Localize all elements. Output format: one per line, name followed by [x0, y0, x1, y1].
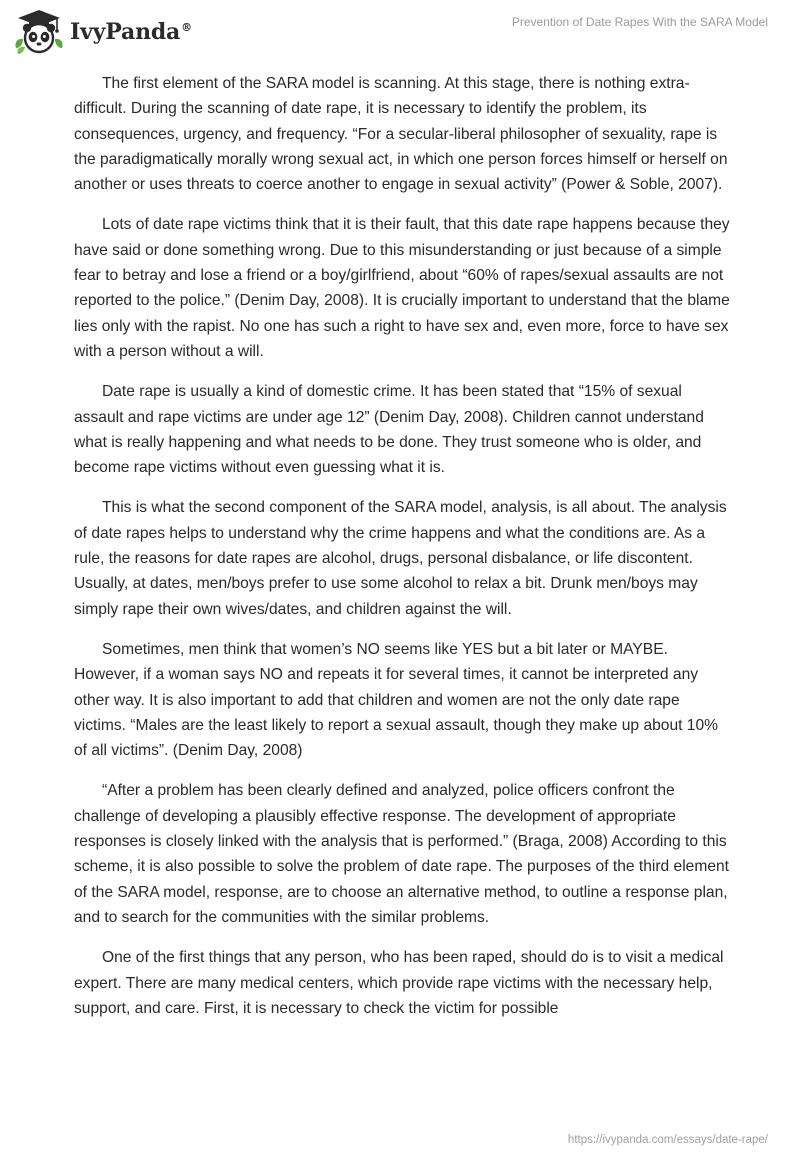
panda-graduate-icon — [12, 8, 66, 56]
paragraph: Sometimes, men think that women’s NO seems like YES but a bit later or MAYBE. However, if a woman says NO and repeats it for several times, it cannot be interpreted any other way. It is also important to add that children and women are not the only date rape victims. “Males are the least likely to report a sexual assault, though they make up about 10% of all victims”. (Denim Day, 2008) — [74, 640, 719, 760]
paragraph: One of the first things that any person, who has been raped, should do is to visit a medical expert. There are many medical centers, which provide rape victims with the necessary help, support, and care. First, it is necessary to check the victim for possible — [74, 949, 724, 1017]
paragraph: “After a problem has been clearly defined and analyzed, police officers confront the challenge of developing a plausibly effective response. The development of appropriate responses is closely linked with the analysis that is performed.” (Braga, 2008) According to this scheme, it is also possible to solve the problem of date rape. The purposes of the third element of the SARA model, response, are to choose an alternative method, to outline a response plan, and to search for the communities with the similar problems. — [74, 782, 730, 926]
paragraph: Lots of date rape victims think that it is their fault, that this date rape happens because they have said or done something wrong. Due to this misunderstanding or just because of a simple fear to betray and lose a friend or a boy/girlfriend, about “60% of rapes/sexual assaults are not reported to the police.” (Denim Day, 2008). It is crucially important to understand that the blame lies only with the rapist. No one has such a right to have sex and, even more, force to have sex with a person without a will. — [74, 216, 730, 360]
brand-name — [70, 19, 192, 45]
registered-mark: ® — [181, 20, 192, 34]
document-title: Prevention of Date Rapes With the SARA Model — [511, 15, 768, 29]
paragraph: The first element of the SARA model is scanning. At this stage, there is nothing extra-difficult. During the scanning of date rape, it is necessary to identify the problem, its consequences, urgency, and frequency. “For a secular-liberal philosopher of sexuality, rape is the paradigmatically morally wrong sexual act, in which one person forces himself or herself on another or uses threats to coerce another to engage in sexual activity” (Power & Soble, 2007). — [74, 75, 728, 194]
paragraph: Date rape is usually a kind of domestic crime. It has been stated that “15% of sexual assault and rape victims are under age 12” (Denim Day, 2008). Children cannot understand what is really happening and what needs to be done. They trust someone who is older, and become rape victims without even guessing what it is. — [74, 383, 704, 477]
brand-label: IvyPanda — [70, 19, 181, 45]
ivypanda-logo[interactable] — [12, 8, 192, 56]
essay-body — [74, 71, 734, 1036]
paragraph: This is what the second component of the SARA model, analysis, is all about. The analysis of date rapes helps to understand why the crime happens and what the conditions are. As a rule, the reasons for date rapes are alcohol, drugs, personal disbalance, or life discontent. Usually, at dates, men/boys prefer to use some alcohol to relax a bit. Drunk men/boys may simply rape their own wives/dates, and children against the will. — [74, 499, 727, 618]
source-url[interactable]: https://ivypanda.com/essays/date-rape/ — [567, 1134, 768, 1146]
page-header — [0, 0, 800, 64]
